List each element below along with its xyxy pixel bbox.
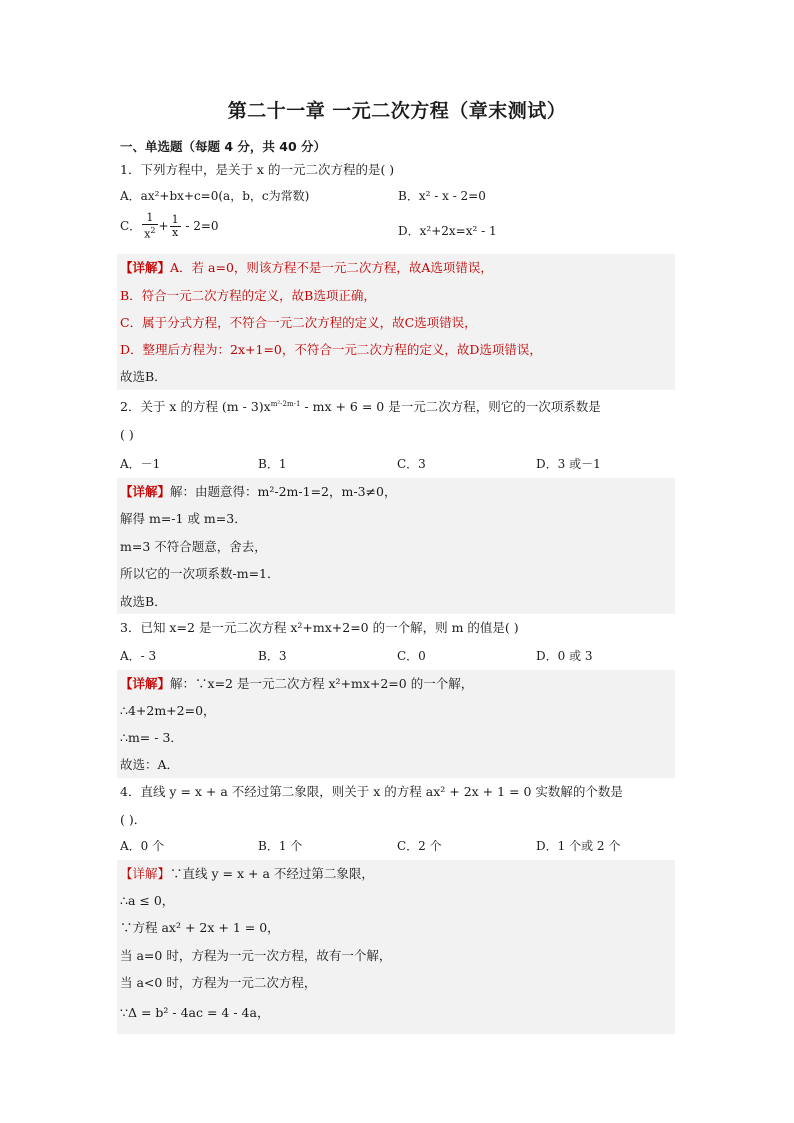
section-heading: 一、单选题（每题 4 分，共 40 分） <box>120 139 327 154</box>
question-1-option-a: A．ax²+bx+c=0(a，b，c为常数) <box>120 189 310 203</box>
answer-4-line-4: 当 a=0 时，方程为一元一次方程，故有一个解， <box>120 948 392 963</box>
question-1-option-b: B．x² - x - 2=0 <box>398 189 486 203</box>
answer-4-line-6: ∵Δ = b² - 4ac = 4 - 4a， <box>120 1005 270 1020</box>
question-4-option-d: D．1 个或 2 个 <box>536 839 621 853</box>
question-4-option-b: B．1 个 <box>258 839 303 853</box>
answer-2-line-4: 所以它的一次项系数-m=1． <box>120 566 280 581</box>
question-4-option-c: C．2 个 <box>397 839 442 853</box>
question-4-option-a: A．0 个 <box>120 839 165 853</box>
answer-1-line-3: C．属于分式方程，不符合一元二次方程的定义，故C选项错误， <box>120 315 477 330</box>
answer-2-line-3: m=3 不符合题意，舍去， <box>120 539 267 554</box>
fraction-one-over-x: $\frac{1}{x}$ <box>171 212 179 239</box>
answer-2-line-5: 故选B． <box>120 594 167 609</box>
answer-1-line-4: D．整理后方程为：2x+1=0，不符合一元二次方程的定义，故D选项错误， <box>120 342 542 357</box>
question-2-blank: ( ) <box>120 427 134 442</box>
answer-2-line-2: 解得 m=-1 或 m=3． <box>120 511 247 526</box>
answer-2-line-1: 【详解】解：由题意得：m²-2m-1=2，m-3≠0， <box>120 484 397 499</box>
answer-4-line-2: ∴a ≤ 0， <box>120 893 175 908</box>
question-4-stem: 4．直线 y = x + a 不经过第二象限，则关于 x 的方程 ax² + 2x + 1 = 0 实数解的个数是 <box>120 784 623 799</box>
answer-4-line-3: ∵方程 ax² + 2x + 1 = 0， <box>120 920 280 935</box>
question-3-option-b: B．3 <box>258 649 287 663</box>
page-title: 第二十一章 一元二次方程（章末测试） <box>227 100 567 122</box>
question-3-stem: 3．已知 x=2 是一元二次方程 x²+mx+2=0 的一个解，则 m 的值是( ) <box>120 620 519 635</box>
question-2-option-c: C．3 <box>397 457 426 471</box>
option-c-suffix: - 2=0 <box>181 218 219 233</box>
answer-1-line-2: B．符合一元二次方程的定义，故B选项正确， <box>120 288 376 303</box>
answer-1-line-5: 故选B． <box>120 369 167 384</box>
question-3-option-c: C．0 <box>397 649 426 663</box>
answer-1-line-1: 【详解】A．若 a=0，则该方程不是一元二次方程，故A选项错误， <box>120 260 493 275</box>
question-4-blank: ( )． <box>120 812 147 827</box>
answer-4-line-5: 当 a<0 时，方程为一元二次方程， <box>120 975 317 990</box>
answer-3-line-3: ∴m= - 3． <box>120 730 183 745</box>
answer-3-line-1: 【详解】解：∵x=2 是一元二次方程 x²+mx+2=0 的一个解， <box>120 676 474 691</box>
question-1-stem: 1．下列方程中，是关于 x 的一元二次方程的是( ) <box>120 162 395 177</box>
question-1-option-d: D．x²+2x=x² - 1 <box>398 224 497 238</box>
answer-3-line-4: 故选：A． <box>120 757 180 772</box>
question-2-option-b: B．1 <box>258 457 287 471</box>
fraction-one-over-x-squared: $\frac{1}{x^2}$ <box>144 211 156 241</box>
answer-3-line-2: ∴4+2m+2=0， <box>120 703 216 718</box>
question-3-option-a: A．- 3 <box>120 649 157 663</box>
question-2-option-a: A．－1 <box>120 457 161 471</box>
question-3-option-d: D．0 或 3 <box>536 649 593 663</box>
question-2-stem: 2．关于 x 的方程 $(m - 3)x^{m^2-2m-1}$ - mx + 6 = 0 是一元二次方程，则它的一次项系数是 <box>120 399 601 414</box>
question-1-option-c: C． $\frac{1}{x^2}$ + $\frac{1}{x}$ - 2=0 <box>120 211 219 241</box>
option-c-prefix: C． <box>120 218 142 233</box>
answer-4-line-1: 【详解】∵直线 y = x + a 不经过第二象限， <box>120 866 374 881</box>
question-2-option-d: D．3 或－1 <box>536 457 601 471</box>
